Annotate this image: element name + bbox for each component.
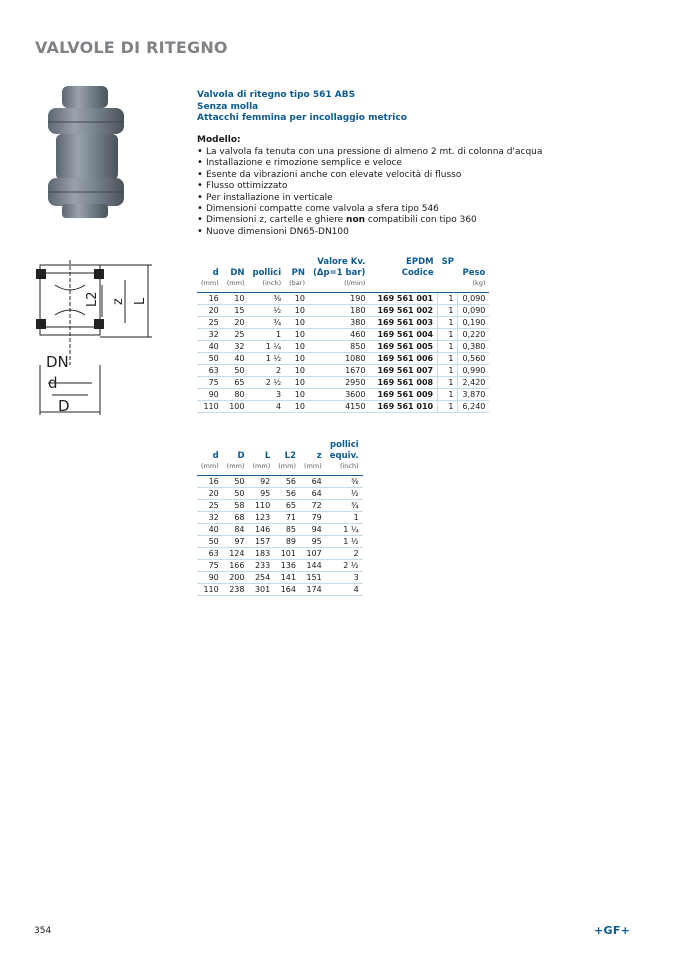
table-row: [197, 560, 363, 572]
table-cell: 136: [274, 560, 300, 572]
table-cell: 1: [438, 389, 458, 401]
feature-item: • Per installazione in verticale: [197, 193, 542, 204]
table-cell: 1: [438, 377, 458, 389]
table-cell: 2,420: [458, 377, 489, 389]
table-cell: ⅜: [249, 293, 286, 305]
table-cell: 169 561 004: [369, 329, 437, 341]
table-cell: 1: [438, 293, 458, 305]
table-cell: 10: [285, 377, 309, 389]
table-cell: 380: [309, 317, 369, 329]
table-cell: 40: [223, 353, 249, 365]
table-cell: 169 561 001: [369, 293, 437, 305]
table-cell: 50: [223, 488, 249, 500]
table-cell: 157: [249, 536, 275, 548]
table-cell: 79: [300, 512, 326, 524]
dim-label-z: z: [111, 298, 126, 305]
table-cell: 63: [197, 548, 223, 560]
table-cell: 169 561 009: [369, 389, 437, 401]
feature-emphasis: non: [346, 215, 366, 226]
table-row: [197, 329, 489, 341]
table-row: [197, 584, 363, 596]
table-cell: 32: [223, 341, 249, 353]
table-cell: 169 561 005: [369, 341, 437, 353]
table-cell: 68: [223, 512, 249, 524]
table-cell: 141: [274, 572, 300, 584]
table-cell: 32: [197, 512, 223, 524]
table-cell: 124: [223, 548, 249, 560]
table-cell: 169 561 010: [369, 401, 437, 413]
table-cell: 1: [438, 317, 458, 329]
feature-text: compatibili con tipo 360: [367, 215, 477, 226]
table-cell: 10: [285, 353, 309, 365]
table-cell: 90: [197, 572, 223, 584]
table-cell: 25: [223, 329, 249, 341]
table-cell: 200: [223, 572, 249, 584]
table-cell: 3,870: [458, 389, 489, 401]
col-header-sp: SP: [441, 257, 454, 267]
table-cell: 94: [300, 524, 326, 536]
table-cell: 1080: [309, 353, 369, 365]
specification-table: [197, 257, 489, 413]
table-cell: 233: [249, 560, 275, 572]
table-cell: 1670: [309, 365, 369, 377]
table-cell: 1: [438, 365, 458, 377]
table-cell: 10: [285, 401, 309, 413]
table-cell: 10: [285, 293, 309, 305]
table-cell: 169 561 003: [369, 317, 437, 329]
col-header-D: D (mm): [226, 450, 245, 470]
table-cell: 1: [438, 401, 458, 413]
table-cell: 101: [274, 548, 300, 560]
table-cell: 110: [249, 500, 275, 512]
page-number: 354: [34, 926, 52, 936]
table-cell: 10: [285, 365, 309, 377]
table-cell: 6,240: [458, 401, 489, 413]
table-cell: 64: [300, 476, 326, 488]
table-cell: 95: [300, 536, 326, 548]
table-cell: 64: [300, 488, 326, 500]
table-cell: 460: [309, 329, 369, 341]
feature-text: Dimensioni z, cartelle e ghiere: [206, 215, 344, 226]
table-cell: 1 ½: [326, 536, 363, 548]
table-cell: 1 ½: [249, 353, 286, 365]
table-cell: 174: [300, 584, 326, 596]
table-cell: 97: [223, 536, 249, 548]
table-row: [197, 524, 363, 536]
table-cell: 169 561 007: [369, 365, 437, 377]
table-cell: 10: [285, 341, 309, 353]
table-cell: 4150: [309, 401, 369, 413]
table-cell: 25: [197, 500, 223, 512]
feature-item: • La valvola fa tenuta con una pressione di almeno 2 mt. di colonna d'acqua: [197, 147, 542, 158]
table-cell: 1: [438, 353, 458, 365]
dim-label-l: L: [133, 297, 148, 305]
table-cell: 146: [249, 524, 275, 536]
feature-item: • Esente da vibrazioni anche con elevate velocità di flusso: [197, 170, 542, 181]
product-description: [197, 90, 542, 238]
feature-item: • Dimensioni compatte come valvola a sfera tipo 546: [197, 204, 542, 215]
table-cell: 10: [223, 293, 249, 305]
table-cell: 110: [197, 584, 223, 596]
page-title: VALVOLE DI RITEGNO: [35, 38, 228, 57]
table-row: [197, 377, 489, 389]
table-cell: 4: [326, 584, 363, 596]
table-cell: ¾: [249, 317, 286, 329]
table-cell: 0,220: [458, 329, 489, 341]
product-connection: Attacchi femmina per incollaggio metrico: [197, 113, 407, 123]
gf-logo: +GF+: [594, 924, 631, 937]
table-cell: 40: [197, 524, 223, 536]
table-cell: 254: [249, 572, 275, 584]
table-cell: 56: [274, 476, 300, 488]
dim-label-l2: L2: [85, 291, 100, 307]
feature-list: [197, 147, 542, 238]
table-cell: 63: [197, 365, 223, 377]
table-cell: 850: [309, 341, 369, 353]
table-cell: 92: [249, 476, 275, 488]
table-cell: 3: [249, 389, 286, 401]
model-heading: Modello:: [197, 134, 241, 145]
table-cell: 25: [197, 317, 223, 329]
table-row: [197, 317, 489, 329]
table-cell: 164: [274, 584, 300, 596]
col-header-L2: L2 (mm): [278, 450, 296, 470]
valve-product-image: [40, 82, 140, 222]
table-cell: 1 ¼: [326, 524, 363, 536]
table-cell: 2: [326, 548, 363, 560]
table-cell: 10: [285, 389, 309, 401]
table-cell: 1: [326, 512, 363, 524]
table-row: [197, 353, 489, 365]
table-cell: 3600: [309, 389, 369, 401]
table-cell: 90: [197, 389, 223, 401]
feature-item: • Nuove dimensioni DN65-DN100: [197, 227, 542, 238]
table-cell: 89: [274, 536, 300, 548]
col-header-pollici-equiv: pollici equiv. (inch): [329, 440, 359, 470]
table-cell: 2 ½: [249, 377, 286, 389]
table-cell: 301: [249, 584, 275, 596]
table-row: [197, 476, 363, 488]
table-cell: 166: [223, 560, 249, 572]
feature-item: • Flusso ottimizzato: [197, 181, 542, 192]
table-cell: 71: [274, 512, 300, 524]
table-cell: ½: [249, 305, 286, 317]
table-cell: 100: [223, 401, 249, 413]
table-cell: 0,380: [458, 341, 489, 353]
table-row: [197, 401, 489, 413]
table-cell: 16: [197, 476, 223, 488]
table-cell: 110: [197, 401, 223, 413]
table-row: [197, 341, 489, 353]
table-cell: 20: [197, 305, 223, 317]
table-cell: 56: [274, 488, 300, 500]
col-header-pn: PN (bar): [289, 267, 305, 287]
table-cell: 1: [249, 329, 286, 341]
dim-label-d-small: d: [48, 374, 58, 392]
table-cell: 144: [300, 560, 326, 572]
table-cell: 15: [223, 305, 249, 317]
table-row: [197, 500, 363, 512]
table-cell: 123: [249, 512, 275, 524]
table-cell: 0,090: [458, 293, 489, 305]
table-cell: 72: [300, 500, 326, 512]
product-name: Valvola di ritegno tipo 561 ABS: [197, 90, 356, 100]
table-cell: 2 ½: [326, 560, 363, 572]
technical-drawing: [30, 255, 160, 425]
col-header-peso: Peso (kg): [462, 267, 486, 287]
table-row: [197, 536, 363, 548]
table-cell: 169 561 002: [369, 305, 437, 317]
table-cell: 1: [438, 305, 458, 317]
table-cell: 190: [309, 293, 369, 305]
table-row: [197, 548, 363, 560]
table-cell: 151: [300, 572, 326, 584]
col-header-epdm: EPDM Codice: [401, 257, 434, 278]
table-cell: 50: [197, 536, 223, 548]
table-cell: 32: [197, 329, 223, 341]
table-row: [197, 293, 489, 305]
dim-label-dn: DN: [46, 353, 69, 371]
table-cell: 107: [300, 548, 326, 560]
dimensions-table: [197, 440, 363, 596]
table-cell: 2950: [309, 377, 369, 389]
table-cell: 0,990: [458, 365, 489, 377]
table-cell: ⅜: [326, 476, 363, 488]
table-cell: 1: [438, 329, 458, 341]
table-cell: 84: [223, 524, 249, 536]
product-subtitle: Senza molla: [197, 101, 259, 112]
table-cell: 238: [223, 584, 249, 596]
table-cell: 10: [285, 317, 309, 329]
table-cell: 0,090: [458, 305, 489, 317]
table-cell: 1: [438, 341, 458, 353]
col-header-pollici: pollici (inch): [252, 267, 282, 287]
table-cell: 20: [223, 317, 249, 329]
table-cell: 16: [197, 293, 223, 305]
table-cell: 20: [197, 488, 223, 500]
table-row: [197, 512, 363, 524]
table-cell: 65: [274, 500, 300, 512]
table-cell: 50: [223, 365, 249, 377]
table-cell: 4: [249, 401, 286, 413]
table-row: [197, 365, 489, 377]
table-cell: ½: [326, 488, 363, 500]
table-cell: 10: [285, 305, 309, 317]
col-header-L: L (mm): [252, 450, 271, 470]
col-header-kv: Valore Kv. (Δp=1 bar) (l/min): [312, 257, 366, 287]
table-cell: 2: [249, 365, 286, 377]
col-header-d: d (mm): [201, 267, 219, 287]
table-row: [197, 572, 363, 584]
dim-label-d-big: D: [58, 397, 70, 415]
table-cell: 40: [197, 341, 223, 353]
table-row: [197, 389, 489, 401]
table-cell: 183: [249, 548, 275, 560]
table-cell: 180: [309, 305, 369, 317]
table-cell: 0,190: [458, 317, 489, 329]
feature-item: [197, 215, 542, 226]
table-cell: ¾: [326, 500, 363, 512]
col-header-d: d (mm): [201, 450, 219, 470]
table-cell: 169 561 006: [369, 353, 437, 365]
table-cell: 50: [223, 476, 249, 488]
table-cell: 75: [197, 377, 223, 389]
table-cell: 95: [249, 488, 275, 500]
table-cell: 169 561 008: [369, 377, 437, 389]
table-row: [197, 305, 489, 317]
table-cell: 58: [223, 500, 249, 512]
table-cell: 0,560: [458, 353, 489, 365]
col-header-z: z (mm): [304, 450, 322, 470]
table-cell: 1 ¼: [249, 341, 286, 353]
col-header-dn: DN (mm): [226, 267, 245, 287]
feature-item: • Installazione e rimozione semplice e veloce: [197, 158, 542, 169]
table-cell: 75: [197, 560, 223, 572]
table-cell: 65: [223, 377, 249, 389]
table-cell: 50: [197, 353, 223, 365]
table-row: [197, 488, 363, 500]
table-cell: 80: [223, 389, 249, 401]
table-cell: 3: [326, 572, 363, 584]
table-cell: 10: [285, 329, 309, 341]
table-cell: 85: [274, 524, 300, 536]
